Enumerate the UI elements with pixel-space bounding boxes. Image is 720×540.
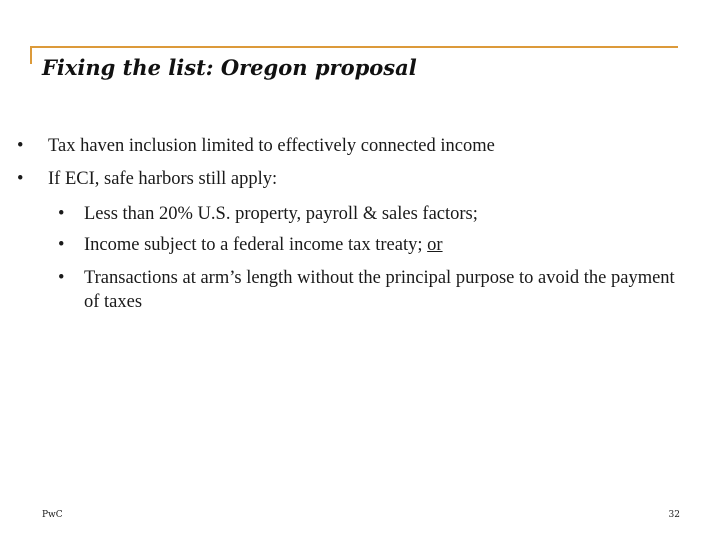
bullet-dot: • (58, 268, 65, 288)
page-number: 32 (668, 510, 680, 520)
bullet-dot: • (58, 235, 65, 255)
bullet-dot: • (17, 169, 24, 189)
bullet-text: Less than 20% U.S. property, payroll & sales factors; (84, 204, 478, 224)
title-frame-left-rule (30, 46, 32, 64)
sub-bullet-item-3 (58, 266, 678, 314)
sub-bullet-item-1 (58, 202, 678, 226)
footer-brand: PwC (42, 510, 63, 520)
bullet-text: Tax haven inclusion limited to effectively connected income (48, 136, 495, 156)
title-frame-top-rule (30, 46, 678, 48)
bullet-text: Income subject to a federal income tax treaty; (84, 235, 423, 255)
bullet-dot: • (17, 136, 24, 156)
sub-bullet-item-2 (58, 233, 678, 257)
bullet-text: Transactions at arm’s length without the principal purpose to avoid the payment of taxes (84, 268, 675, 312)
underlined-conjunction: or (427, 235, 443, 255)
bullet-text: If ECI, safe harbors still apply: (48, 169, 278, 189)
bullet-item-1 (17, 134, 657, 158)
bullet-dot: • (58, 204, 65, 224)
bullet-text-wrap (84, 233, 678, 257)
slide-title: Fixing the list: Oregon proposal (42, 55, 417, 80)
bullet-item-2 (17, 167, 657, 191)
